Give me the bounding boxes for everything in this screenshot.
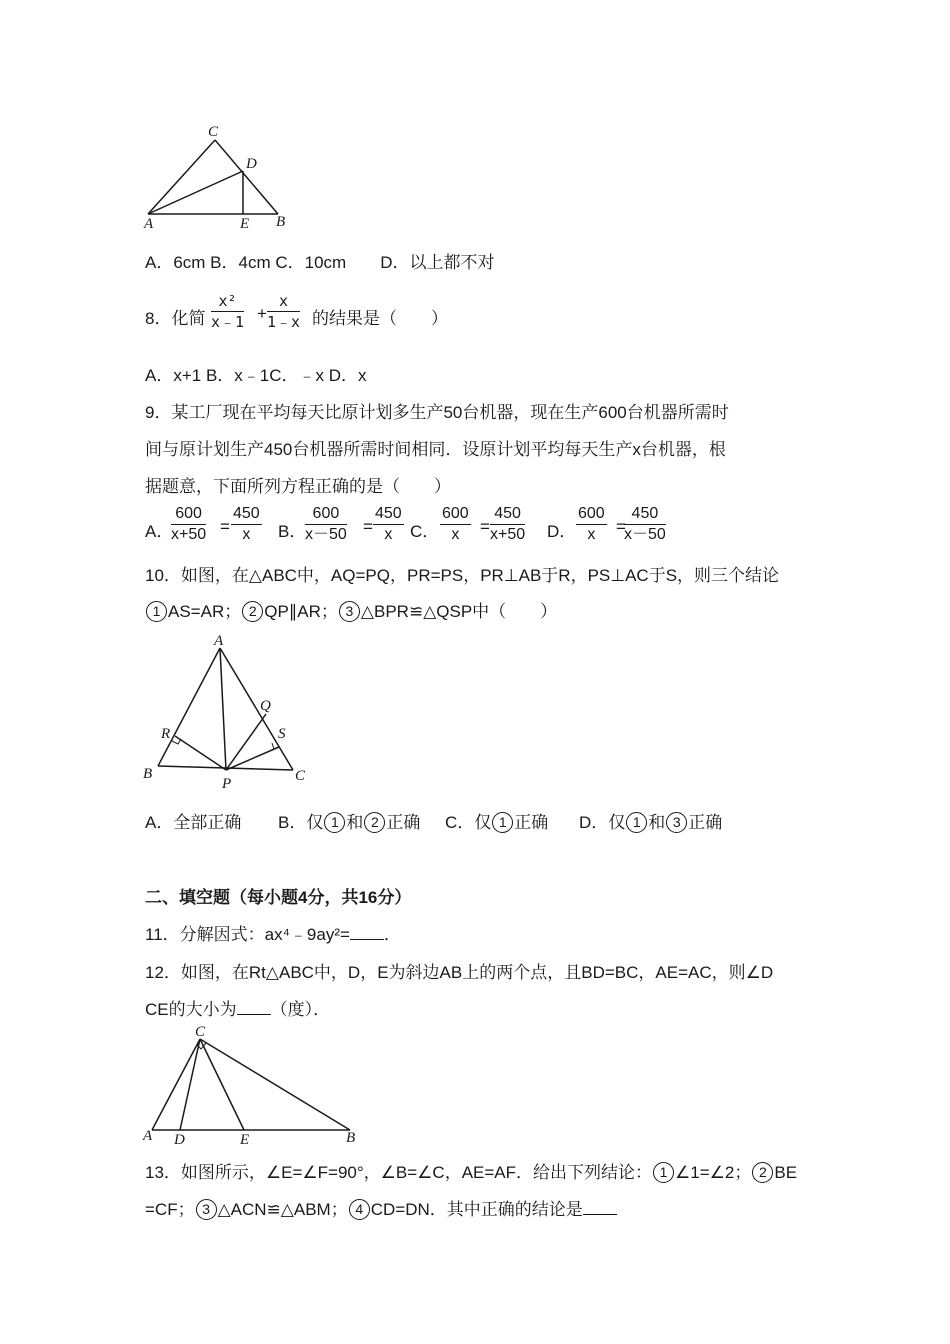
fig12-label-a: A [143, 1128, 153, 1144]
q10-figure [138, 632, 318, 792]
fig7-label-d: D [246, 156, 257, 172]
q9-option-a-label: A． [145, 522, 174, 541]
q8-plus: + [257, 304, 267, 323]
q10-option-c: C．仅 1 正确 [445, 813, 549, 832]
q9-a-frac2: $\frac{450}{x}$ [233, 505, 260, 543]
circled-3: 3 [666, 812, 687, 833]
fig12-label-b: B [346, 1130, 356, 1146]
q9-c-frac2: $\frac{450}{x+50}$ [490, 505, 526, 543]
q9-option-b-label: B． [278, 522, 307, 541]
q9-c-frac1: $\frac{600}{x}$ [442, 505, 469, 543]
circled-1: 1 [626, 812, 647, 833]
circled-4: 4 [349, 1199, 370, 1220]
q9-b-eq: = [363, 517, 373, 536]
circled-1: 1 [492, 812, 513, 833]
fig10-label-q: Q [260, 698, 271, 714]
fig10-label-c: C [295, 768, 306, 784]
fig12-label-d: D [174, 1132, 185, 1148]
q10-line2: 1 AS=AR； 2 QP∥AR； 3 △BPR≌△QSP中（ ） [145, 597, 557, 622]
fig12-label-c: C [195, 1024, 206, 1040]
q11: 11．分解因式：ax⁴﹣9ay²= ． [145, 925, 401, 944]
q9-line1: 9．某工厂现在平均每天比原计划多生产50台机器，现在生产600台机器所需时 [145, 403, 729, 422]
fig10-label-p: P [222, 776, 232, 792]
q9-b-frac1: $\frac{600}{x-50}$ [305, 505, 347, 543]
answer-blank [350, 925, 384, 940]
circled-3: 3 [339, 601, 360, 622]
q12-line1: 12．如图，在Rt△ABC中，D，E为斜边AB上的两个点，且BD=BC，AE=AC，则∠D [145, 963, 774, 982]
fig10-label-s: S [278, 726, 286, 742]
q13-line1: 13．如图所示，∠E=∠F=90°，∠B=∠C，AE=AF．给出下列结论： 1 ∠1=∠2； 2 BE [145, 1163, 798, 1182]
fig7-label-a: A [144, 216, 154, 232]
answer-blank [237, 1000, 271, 1015]
fig7-label-c: C [208, 124, 219, 140]
circled-1: 1 [146, 601, 167, 622]
circled-2: 2 [242, 601, 263, 622]
circled-2: 2 [752, 1162, 773, 1183]
fig12-label-e: E [240, 1132, 250, 1148]
q9-d-eq: = [616, 517, 626, 536]
answer-blank [583, 1200, 617, 1215]
q10-option-a: A．全部正确 [145, 813, 242, 832]
q8-fraction-2: $\frac{x}{1﹣x}$ [267, 292, 301, 331]
q8-prefix: 8．化简 [145, 309, 206, 328]
fig7-label-b: B [276, 214, 286, 230]
q9-c-eq: = [480, 517, 490, 536]
q12-figure [140, 1022, 370, 1150]
section-heading: 二、填空题（每小题4分，共16分） [145, 888, 412, 907]
fig7-label-e: E [240, 216, 250, 232]
fig10-label-a: A [214, 633, 224, 649]
fig10-label-r: R [161, 726, 171, 742]
circled-2: 2 [364, 812, 385, 833]
q9-d-frac1: $\frac{600}{x}$ [578, 505, 605, 543]
circled-1: 1 [653, 1162, 674, 1183]
q9-b-frac2: $\frac{450}{x}$ [375, 505, 402, 543]
q8-suffix: 的结果是（ ） [312, 309, 448, 328]
circled-1: 1 [324, 812, 345, 833]
q9-option-d-label: D． [547, 522, 577, 541]
q9-line2: 间与原计划生产450台机器所需时间相同．设原计划平均每天生产x台机器，根 [145, 440, 726, 459]
circled-3: 3 [196, 1199, 217, 1220]
q10-option-d: D．仅 1 和 3 正确 [579, 813, 723, 832]
q10-line1: 10．如图，在△ABC中，AQ=PQ，PR=PS，PR⊥AB于R，PS⊥AC于S，则三个结论 [145, 566, 780, 585]
q12-line2: CE的大小为 （度）． [145, 1000, 331, 1019]
q8-options: A．x+1 B．x﹣1C．﹣x D．x [145, 366, 367, 385]
q10-option-b: B．仅 1 和 2 正确 [278, 813, 421, 832]
q13-line2: =CF； 3 △ACN≌△ABM； 4 CD=DN．其中正确的结论是 [145, 1195, 617, 1220]
q9-d-frac2: $\frac{450}{x-50}$ [624, 505, 666, 543]
q7-options: A．6cm B．4cm C．10cm D．以上都不对 [145, 253, 495, 272]
q8-fraction-1: $\frac{\text{x²}}{x﹣1}$ [211, 292, 245, 331]
q9-a-frac1: $\frac{600}{x+50}$ [171, 505, 207, 543]
q7-figure [140, 122, 300, 232]
q9-a-eq: = [220, 517, 230, 536]
q9-line3: 据题意，下面所列方程正确的是（ ） [145, 477, 451, 496]
fig10-label-b: B [143, 766, 153, 782]
q9-option-c-label: C． [410, 522, 440, 541]
